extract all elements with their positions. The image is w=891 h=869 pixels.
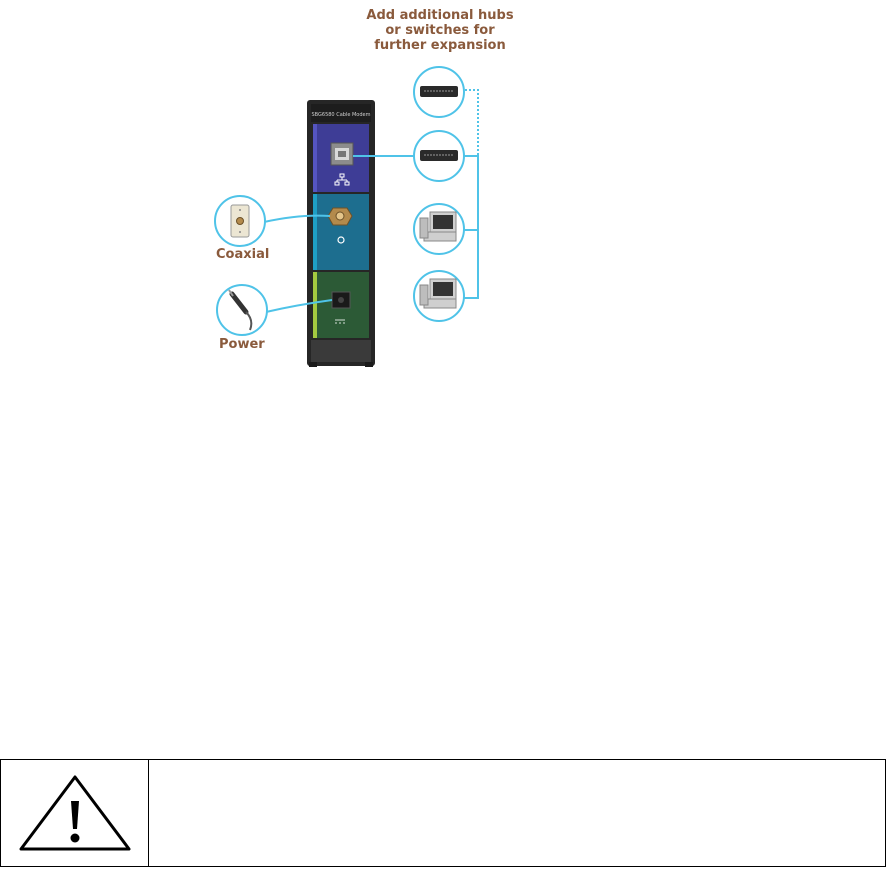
hub-expansion xyxy=(414,67,464,117)
expansion-note xyxy=(360,8,520,53)
warning-icon-cell xyxy=(1,760,149,866)
warning-text xyxy=(149,760,885,866)
hub xyxy=(414,131,464,181)
power-label: Power xyxy=(219,337,265,352)
computer-1 xyxy=(414,204,464,254)
expansion-note-line: further expansion xyxy=(374,38,506,53)
expansion-note-line: Add additional hubs xyxy=(366,8,514,23)
computer-2 xyxy=(414,271,464,321)
cable-modem-connection-diagram xyxy=(0,0,891,380)
coaxial-panel xyxy=(313,194,369,270)
warning-box xyxy=(0,759,886,867)
coaxial-label: Coaxial xyxy=(216,247,270,262)
expansion-note-line: or switches for xyxy=(385,23,495,38)
power-adapter xyxy=(217,285,267,335)
modem-model-label: SBG6580 Cable Modem xyxy=(311,112,371,118)
cable-modem xyxy=(307,100,375,367)
warning-triangle-icon xyxy=(15,771,135,855)
coaxial-wall-outlet xyxy=(215,196,265,246)
